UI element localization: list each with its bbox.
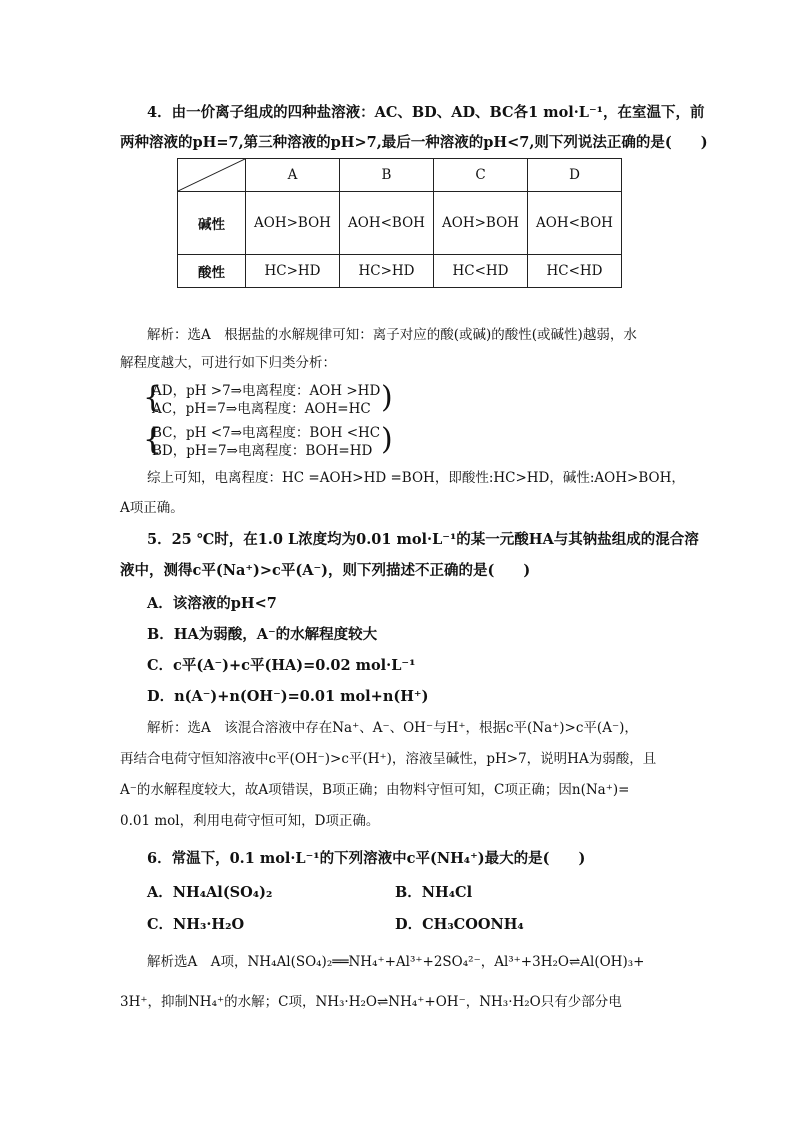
q5-analysis-line2: 再结合电荷守恒知溶液中c平(OH⁻)>c平(H⁺)，溶液呈碱性，pH>7，说明HA为弱酸，且 [120,751,657,767]
q6-option-b: B．NH₄Cl [395,884,473,901]
q5-analysis-line3: A⁻的水解程度较大，故A项错误，B项正确；由物料守恒可知，C项正确；因n(Na⁺)= [120,782,630,798]
table-cell: AOH<BOH [340,192,434,255]
right-brace-icon: ) [381,422,393,457]
left-brace-icon: { [143,380,163,415]
q4-group2-line2: BD，pH=7⇒电离程度：BOH=HD [152,443,373,459]
table-cell: AOH>BOH [246,192,340,255]
q4-analysis-line2: 解程度越大，可进行如下归类分析： [120,355,336,371]
q4-analysis-line3: 综上可知，电离程度：HC =AOH>HD =BOH，即酸性:HC>HD，碱性:AOH>BOH， [147,470,685,486]
q6-analysis-line2: 3H⁺，抑制NH₄⁺的水解；C项，NH₃·H₂O⇌NH₄⁺+OH⁻，NH₃·H₂O只有少部分电 [120,994,622,1010]
q6-analysis-line1: 解析选A A项，NH₄Al(SO₄)₂══NH₄⁺+Al³⁺+2SO₄²⁻，Al³⁺+3H₂O⇌Al(OH)₃+ [147,954,645,970]
q5-option-b: B．HA为弱酸，A⁻的水解程度较大 [147,626,378,643]
table-row [178,255,622,288]
q4-analysis-line4: A项正确。 [120,500,184,516]
right-brace-icon: ) [381,380,393,415]
q4-group2-line1: BC，pH <7⇒电离程度：BOH <HC [152,425,381,441]
q5-option-d: D．n(A⁻)+n(OH⁻)=0.01 mol+n(H⁺) [147,688,429,705]
table-cell: AOH>BOH [434,192,528,255]
q5-analysis-line4: 0.01 mol，利用电荷守恒可知，D项正确。 [120,813,380,829]
table-col-header: C [434,159,528,192]
diagonal-header-cell [178,159,246,192]
table-cell: AOH<BOH [528,192,622,255]
q4-options-table [177,158,622,288]
table-header-row [178,159,622,192]
q4-stem-line1: 4．由一价离子组成的四种盐溶液：AC、BD、AD、BC各1 mol·L⁻¹，在室温下，前 [147,104,705,121]
q5-stem-line2: 液中，测得c平(Na⁺)>c平(A⁻)，则下列描述不正确的是( ) [120,562,531,579]
q4-group1-line1: AD，pH >7⇒电离程度：AOH >HD [152,383,381,399]
table-col-header: A [246,159,340,192]
q4-stem-line2: 两种溶液的pH=7,第三种溶液的pH>7,最后一种溶液的pH<7,则下列说法正确的是( ) [120,134,708,151]
q5-option-a: A．该溶液的pH<7 [147,595,277,612]
table-row-label: 碱性 [178,192,246,255]
table-cell: HC<HD [528,255,622,288]
table-cell: HC<HD [434,255,528,288]
q4-group1-line2: AC，pH=7⇒电离程度：AOH=HC [152,401,371,417]
q6-option-a: A．NH₄Al(SO₄)₂ [147,884,273,901]
table-row-label: 酸性 [178,255,246,288]
q5-analysis-line1: 解析：选A 该混合溶液中存在Na⁺、A⁻、OH⁻与H⁺，根据c平(Na⁺)>c平(A⁻)， [147,720,638,736]
table-cell: HC>HD [246,255,340,288]
q6-option-c: C．NH₃·H₂O [147,916,245,933]
q5-stem-line1: 5．25 ℃时，在1.0 L浓度均为0.01 mol·L⁻¹的某一元酸HA与其钠盐组成的混合溶 [147,531,699,548]
q5-option-c: C．c平(A⁻)+c平(HA)=0.02 mol·L⁻¹ [147,657,416,674]
left-brace-icon: { [143,422,163,457]
q6-option-d: D．CH₃COONH₄ [395,916,524,933]
table-col-header: B [340,159,434,192]
q4-analysis-line1: 解析：选A 根据盐的水解规律可知：离子对应的酸(或碱)的酸性(或碱性)越弱，水 [147,327,637,343]
q6-stem: 6．常温下，0.1 mol·L⁻¹的下列溶液中c平(NH₄⁺)最大的是( ) [147,850,586,867]
table-cell: HC>HD [340,255,434,288]
table-col-header: D [528,159,622,192]
table-row [178,192,622,255]
